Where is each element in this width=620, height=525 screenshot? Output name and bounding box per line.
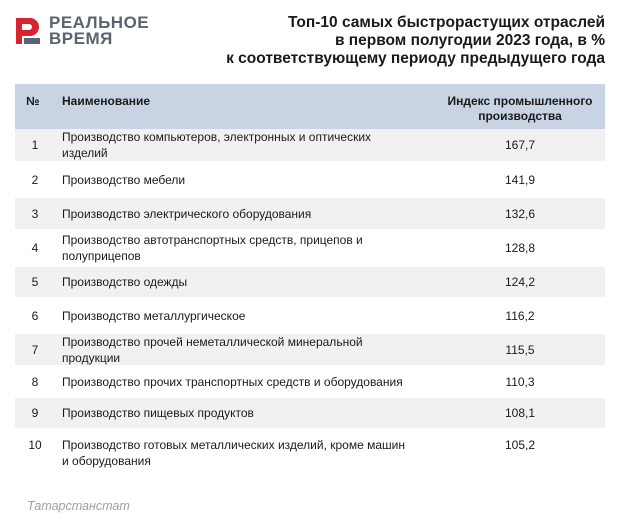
row-name: Производство мебели [62,172,186,187]
row-number: 1 [31,138,39,152]
row-name: Производство пищевых продуктов [62,406,254,420]
row-value: 105,2 [504,438,536,452]
brand-name-line2: ВРЕМЯ [49,29,113,48]
row-number: 5 [31,275,39,289]
chart-title-line1: Топ-10 самых быстрорастущих отраслей [287,14,605,31]
data-table [15,84,605,475]
table-row [15,230,605,267]
row-number: 2 [31,172,39,187]
table-row [15,267,605,298]
brand-logo [13,15,149,47]
row-number: 9 [31,406,39,420]
row-value: 128,8 [504,241,536,255]
row-value: 132,6 [504,206,536,221]
table-header [15,84,605,129]
row-name: Производство электрического оборудования [62,206,312,221]
row-value: 115,5 [505,342,535,357]
table-row [15,429,605,475]
row-value: 141,9 [504,172,536,187]
table-row [15,162,605,198]
table-row [15,334,605,366]
table-body [15,129,605,475]
chart-title [205,14,605,68]
header-index: Индекс промышленного производства [447,94,593,123]
table-row [15,198,605,230]
table-row [15,298,605,334]
chart-title-line2: в первом полугодии 2023 года, в % [334,32,605,49]
row-value: 167,7 [504,138,536,152]
row-name: Производство готовых металлических изделий, кроме машин и оборудования [62,438,405,468]
table-row [15,366,605,398]
row-value: 116,2 [505,308,535,323]
row-number: 8 [31,374,39,389]
header-name: Наименование [62,94,151,108]
row-number: 7 [31,342,39,357]
row-value: 110,3 [505,374,535,389]
row-number: 6 [31,308,39,323]
table-row [15,398,605,429]
brand-name-line1: РЕАЛЬНОЕ [49,13,150,32]
chart-title-line3: к соответствующему периоду предыдущего года [226,50,605,67]
row-name: Производство автотранспортных средств, прицепов и полуприцепов [62,233,363,263]
row-name: Производство металлургическое [62,308,246,323]
row-value: 124,2 [504,275,536,289]
row-number: 4 [31,241,39,255]
brand-logo-icon [13,16,43,46]
header-number: № [26,94,40,108]
row-number: 3 [31,206,39,221]
row-name: Производство прочей неметаллической минеральной продукции [62,334,363,365]
row-name: Производство прочих транспортных средств и оборудования [62,374,403,389]
source-note: Татарстанстат [27,499,130,513]
row-value: 108,1 [504,406,536,420]
row-name: Производство компьютеров, электронных и оптических изделий [62,130,372,160]
row-name: Производство одежды [62,275,188,289]
table-row [15,129,605,162]
row-number: 10 [28,438,42,452]
